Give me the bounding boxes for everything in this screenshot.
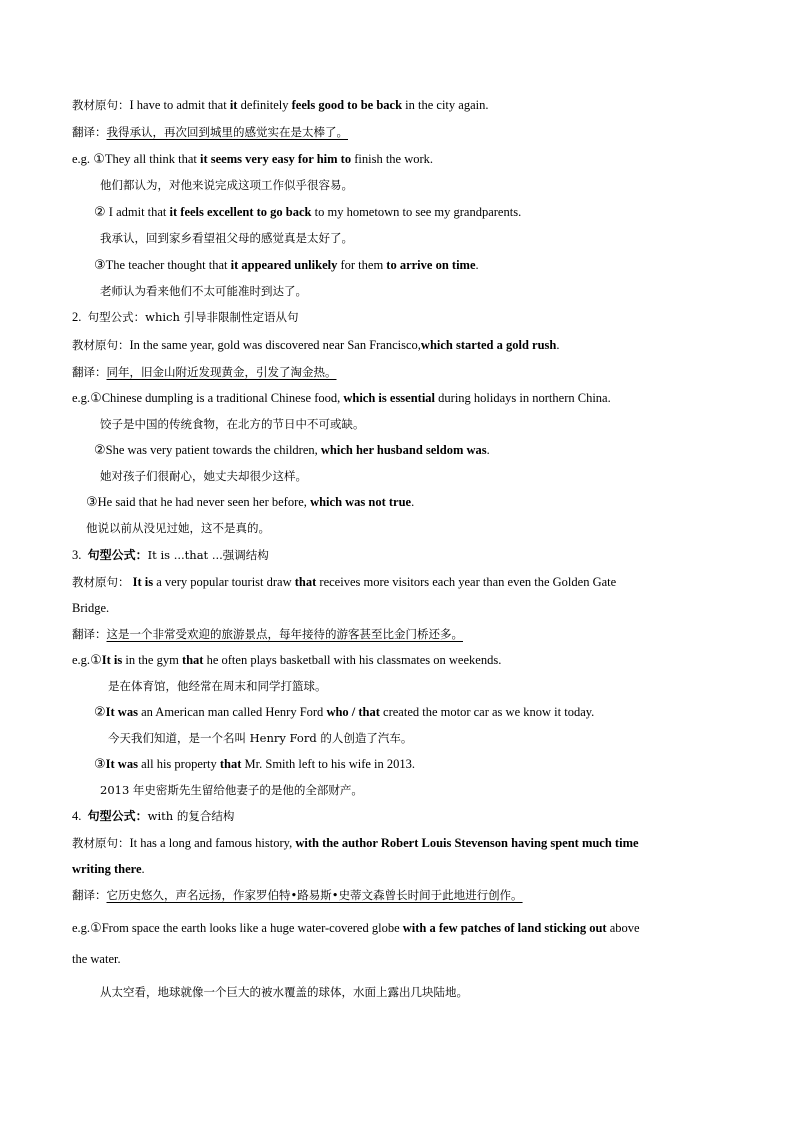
example-1-1-translation: 他们都认为，对他来说完成这项工作似乎很容易。 [100,178,353,192]
original-sentence-2: 教材原句：In the same year, gold was discovered near San Francisco,which started a gold rush. [72,338,560,352]
example-1-1: e.g. ①They all think that it seems very easy for him to finish the work. [72,152,434,167]
example-1-3: ③The teacher thought that it appeared unlikely for them to arrive on time. [94,258,479,273]
example-1-2: ② I admit that it feels excellent to go back to my hometown to see my grandparents. [94,205,522,220]
example-2-2: ②She was very patient towards the children, which her husband seldom was. [94,443,490,458]
example-3-3-translation: 2013 年史密斯先生留给他妻子的是他的全部财产。 [100,783,363,797]
translation-3: 翻译：这是一个非常受欢迎的旅游景点，每年接待的游客甚至比金门桥还多。 [72,627,463,641]
translation-4: 翻译：它历史悠久，声名远扬，作家罗伯特•路易斯•史蒂文森曾长时间于此地进行创作。 [72,888,523,902]
example-3-3: ③It was all his property that Mr. Smith left to his wife in 2013. [94,757,416,772]
example-2-1: e.g.①Chinese dumpling is a traditional Chinese food, which is essential during holidays in northern China. [72,391,611,406]
example-1-3-translation: 老师认为看来他们不太可能准时到达了。 [100,284,307,298]
example-2-1-translation: 饺子是中国的传统食物，在北方的节日中不可或缺。 [100,417,365,431]
original-sentence-3-cont: Bridge. [72,601,110,615]
example-3-2: ②It was an American man called Henry Ford who / that created the motor car as we know it today. [94,705,595,720]
section-heading-3: 3. 句型公式：It is ...that ...强调结构 [72,548,269,562]
example-2-2-translation: 她对孩子们很耐心，她丈夫却很少这样。 [100,469,307,483]
example-3-2-translation: 今天我们知道，是一个名叫 Henry Ford 的人创造了汽车。 [108,731,413,745]
original-sentence-3: 教材原句： It is a very popular tourist draw that receives more visitors each year than even the Golden Gate [72,575,617,589]
translation-1: 翻译：我得承认，再次回到城里的感觉实在是太棒了。 [72,125,348,139]
section-heading-2: 2. 句型公式：which 引导非限制性定语从句 [72,310,299,324]
example-3-1-translation: 是在体育馆，他经常在周末和同学打篮球。 [108,679,327,693]
example-2-3-translation: 他说以前从没见过她，这不是真的。 [86,521,270,535]
example-2-3: ③He said that he had never seen her before, which was not true. [86,495,415,510]
example-4-1: e.g.①From space the earth looks like a huge water-covered globe with a few patches of land sticking out above [72,921,640,936]
original-sentence-4: 教材原句：It has a long and famous history, with the author Robert Louis Stevenson having spent much time [72,836,639,850]
section-heading-4: 4. 句型公式：with 的复合结构 [72,809,235,823]
example-3-1: e.g.①It is in the gym that he often plays basketball with his classmates on weekends. [72,653,502,668]
example-4-1-translation: 从太空看，地球就像一个巨大的被水覆盖的球体，水面上露出几块陆地。 [100,985,468,999]
original-sentence-4-cont: writing there. [72,862,145,876]
translation-2: 翻译：同年，旧金山附近发现黄金，引发了淘金热。 [72,365,337,379]
example-4-1-cont: the water. [72,952,121,966]
original-sentence-1: 教材原句：I have to admit that it definitely feels good to be back in the city again. [72,98,489,112]
example-1-2-translation: 我承认，回到家乡看望祖父母的感觉真是太好了。 [100,231,353,245]
